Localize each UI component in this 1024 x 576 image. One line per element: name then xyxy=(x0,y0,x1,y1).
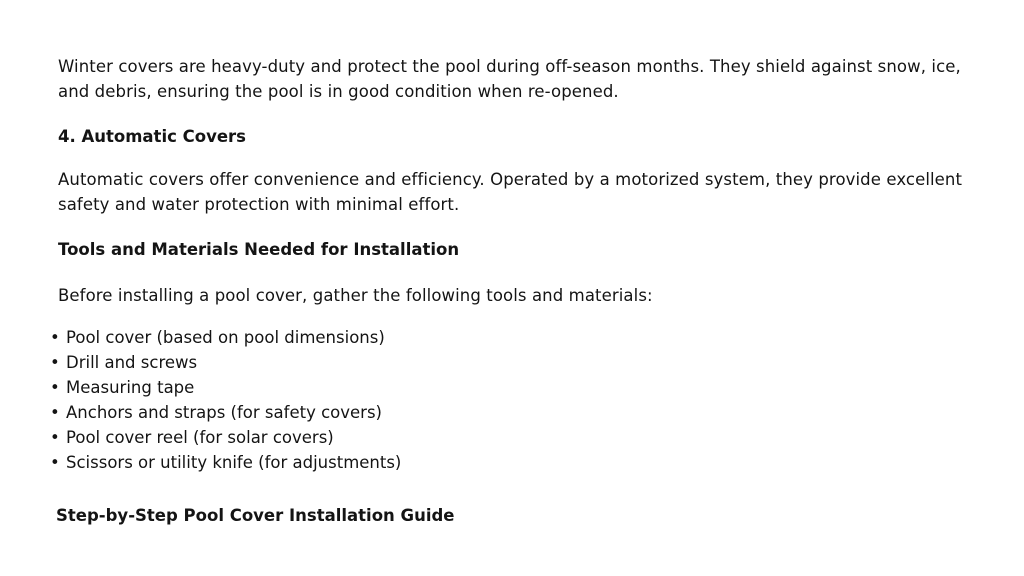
list-item-label: Anchors and straps (for safety covers) xyxy=(66,403,382,422)
list-item-label: Drill and screws xyxy=(66,353,198,372)
bullet-icon: • xyxy=(50,353,60,372)
bullet-icon: • xyxy=(50,428,60,447)
step-by-step-heading: Step-by-Step Pool Cover Installation Guide xyxy=(56,506,455,525)
bullet-icon: • xyxy=(50,403,60,422)
list-item xyxy=(50,425,401,450)
list-item-label: Scissors or utility knife (for adjustments) xyxy=(66,453,402,472)
list-item-label: Pool cover (based on pool dimensions) xyxy=(66,328,385,347)
bullet-icon: • xyxy=(50,378,60,397)
winter-covers-paragraph: Winter covers are heavy-duty and protect the pool during off-season months. They shield against snow, ice, and debris, ensuring the pool is in good condition when re-opened. xyxy=(58,57,961,101)
list-item xyxy=(50,350,401,375)
list-item-label: Pool cover reel (for solar covers) xyxy=(66,428,334,447)
tools-materials-heading: Tools and Materials Needed for Installation xyxy=(58,240,460,259)
automatic-covers-heading: 4. Automatic Covers xyxy=(58,127,246,146)
tools-list xyxy=(50,325,401,475)
bullet-icon: • xyxy=(50,328,60,347)
list-item xyxy=(50,400,401,425)
bullet-icon: • xyxy=(50,453,60,472)
automatic-covers-paragraph: Automatic covers offer convenience and efficiency. Operated by a motorized system, they provide excellent safety and water protection with minimal effort. xyxy=(58,170,963,214)
list-item xyxy=(50,375,401,400)
tools-intro-paragraph: Before installing a pool cover, gather the following tools and materials: xyxy=(58,286,653,305)
list-item xyxy=(50,450,401,475)
list-item-label: Measuring tape xyxy=(66,378,195,397)
list-item xyxy=(50,325,401,350)
